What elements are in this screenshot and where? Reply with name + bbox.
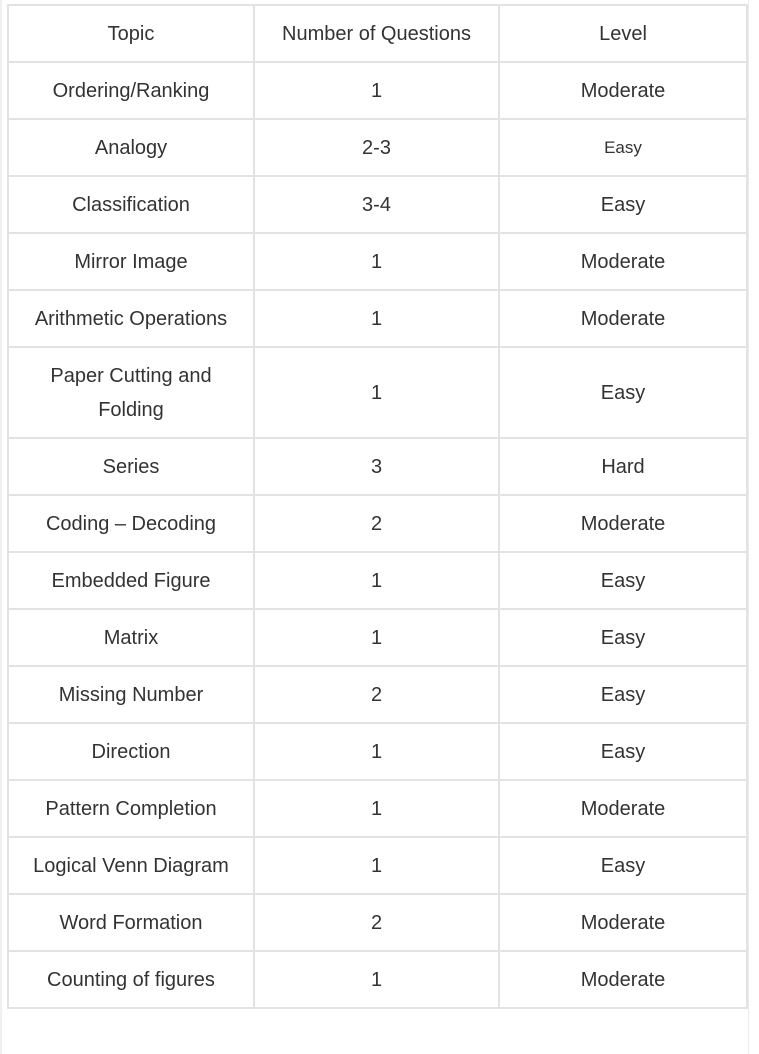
questions-cell: 1 [254, 951, 499, 1008]
header-row [8, 5, 747, 62]
topic-cell: Embedded Figure [8, 552, 254, 609]
table-row [8, 951, 747, 1008]
level-cell: Easy [499, 176, 747, 233]
table-row [8, 495, 747, 552]
level-cell: Hard [499, 438, 747, 495]
topic-cell: Coding – Decoding [8, 495, 254, 552]
table-row [8, 176, 747, 233]
level-cell: Moderate [499, 290, 747, 347]
questions-cell: 1 [254, 780, 499, 837]
table-row [8, 609, 747, 666]
header-topic: Topic [8, 5, 254, 62]
questions-cell: 1 [254, 290, 499, 347]
questions-cell: 1 [254, 609, 499, 666]
table-row [8, 119, 747, 176]
questions-cell: 2-3 [254, 119, 499, 176]
topic-cell: Logical Venn Diagram [8, 837, 254, 894]
level-cell: Easy [499, 837, 747, 894]
questions-cell: 1 [254, 347, 499, 438]
level-cell: Moderate [499, 894, 747, 951]
level-cell: Easy [499, 723, 747, 780]
level-cell: Easy [499, 347, 747, 438]
topic-cell: Mirror Image [8, 233, 254, 290]
table-row [8, 666, 747, 723]
level-cell: Moderate [499, 780, 747, 837]
questions-cell: 2 [254, 894, 499, 951]
topic-questions-table [7, 4, 748, 1009]
table-row [8, 837, 747, 894]
topic-cell: Paper Cutting and Folding [8, 347, 254, 438]
table-row [8, 62, 747, 119]
header-level: Level [499, 5, 747, 62]
topic-cell: Missing Number [8, 666, 254, 723]
topic-cell: Pattern Completion [8, 780, 254, 837]
right-edge-strip [748, 0, 759, 1054]
table-row [8, 233, 747, 290]
questions-cell: 1 [254, 723, 499, 780]
table-row [8, 780, 747, 837]
table-row [8, 347, 747, 438]
topic-cell: Series [8, 438, 254, 495]
level-cell: Moderate [499, 951, 747, 1008]
level-cell: Moderate [499, 233, 747, 290]
level-cell: Moderate [499, 62, 747, 119]
level-cell: Easy [499, 609, 747, 666]
table-row [8, 552, 747, 609]
table-row [8, 723, 747, 780]
topic-cell: Arithmetic Operations [8, 290, 254, 347]
topic-cell: Matrix [8, 609, 254, 666]
questions-cell: 2 [254, 495, 499, 552]
table-row [8, 438, 747, 495]
topic-cell: Ordering/Ranking [8, 62, 254, 119]
topic-cell: Counting of figures [8, 951, 254, 1008]
questions-cell: 2 [254, 666, 499, 723]
questions-cell: 1 [254, 62, 499, 119]
table-row [8, 290, 747, 347]
topic-cell: Direction [8, 723, 254, 780]
level-cell: Easy [499, 119, 747, 176]
level-cell: Easy [499, 552, 747, 609]
topic-cell: Analogy [8, 119, 254, 176]
questions-cell: 1 [254, 552, 499, 609]
questions-cell: 3 [254, 438, 499, 495]
left-edge-strip [0, 0, 2, 1054]
level-cell: Easy [499, 666, 747, 723]
questions-cell: 1 [254, 837, 499, 894]
topic-cell: Word Formation [8, 894, 254, 951]
level-cell: Moderate [499, 495, 747, 552]
header-number-of-questions: Number of Questions [254, 5, 499, 62]
topic-cell: Classification [8, 176, 254, 233]
table-row [8, 894, 747, 951]
questions-cell: 3-4 [254, 176, 499, 233]
questions-cell: 1 [254, 233, 499, 290]
